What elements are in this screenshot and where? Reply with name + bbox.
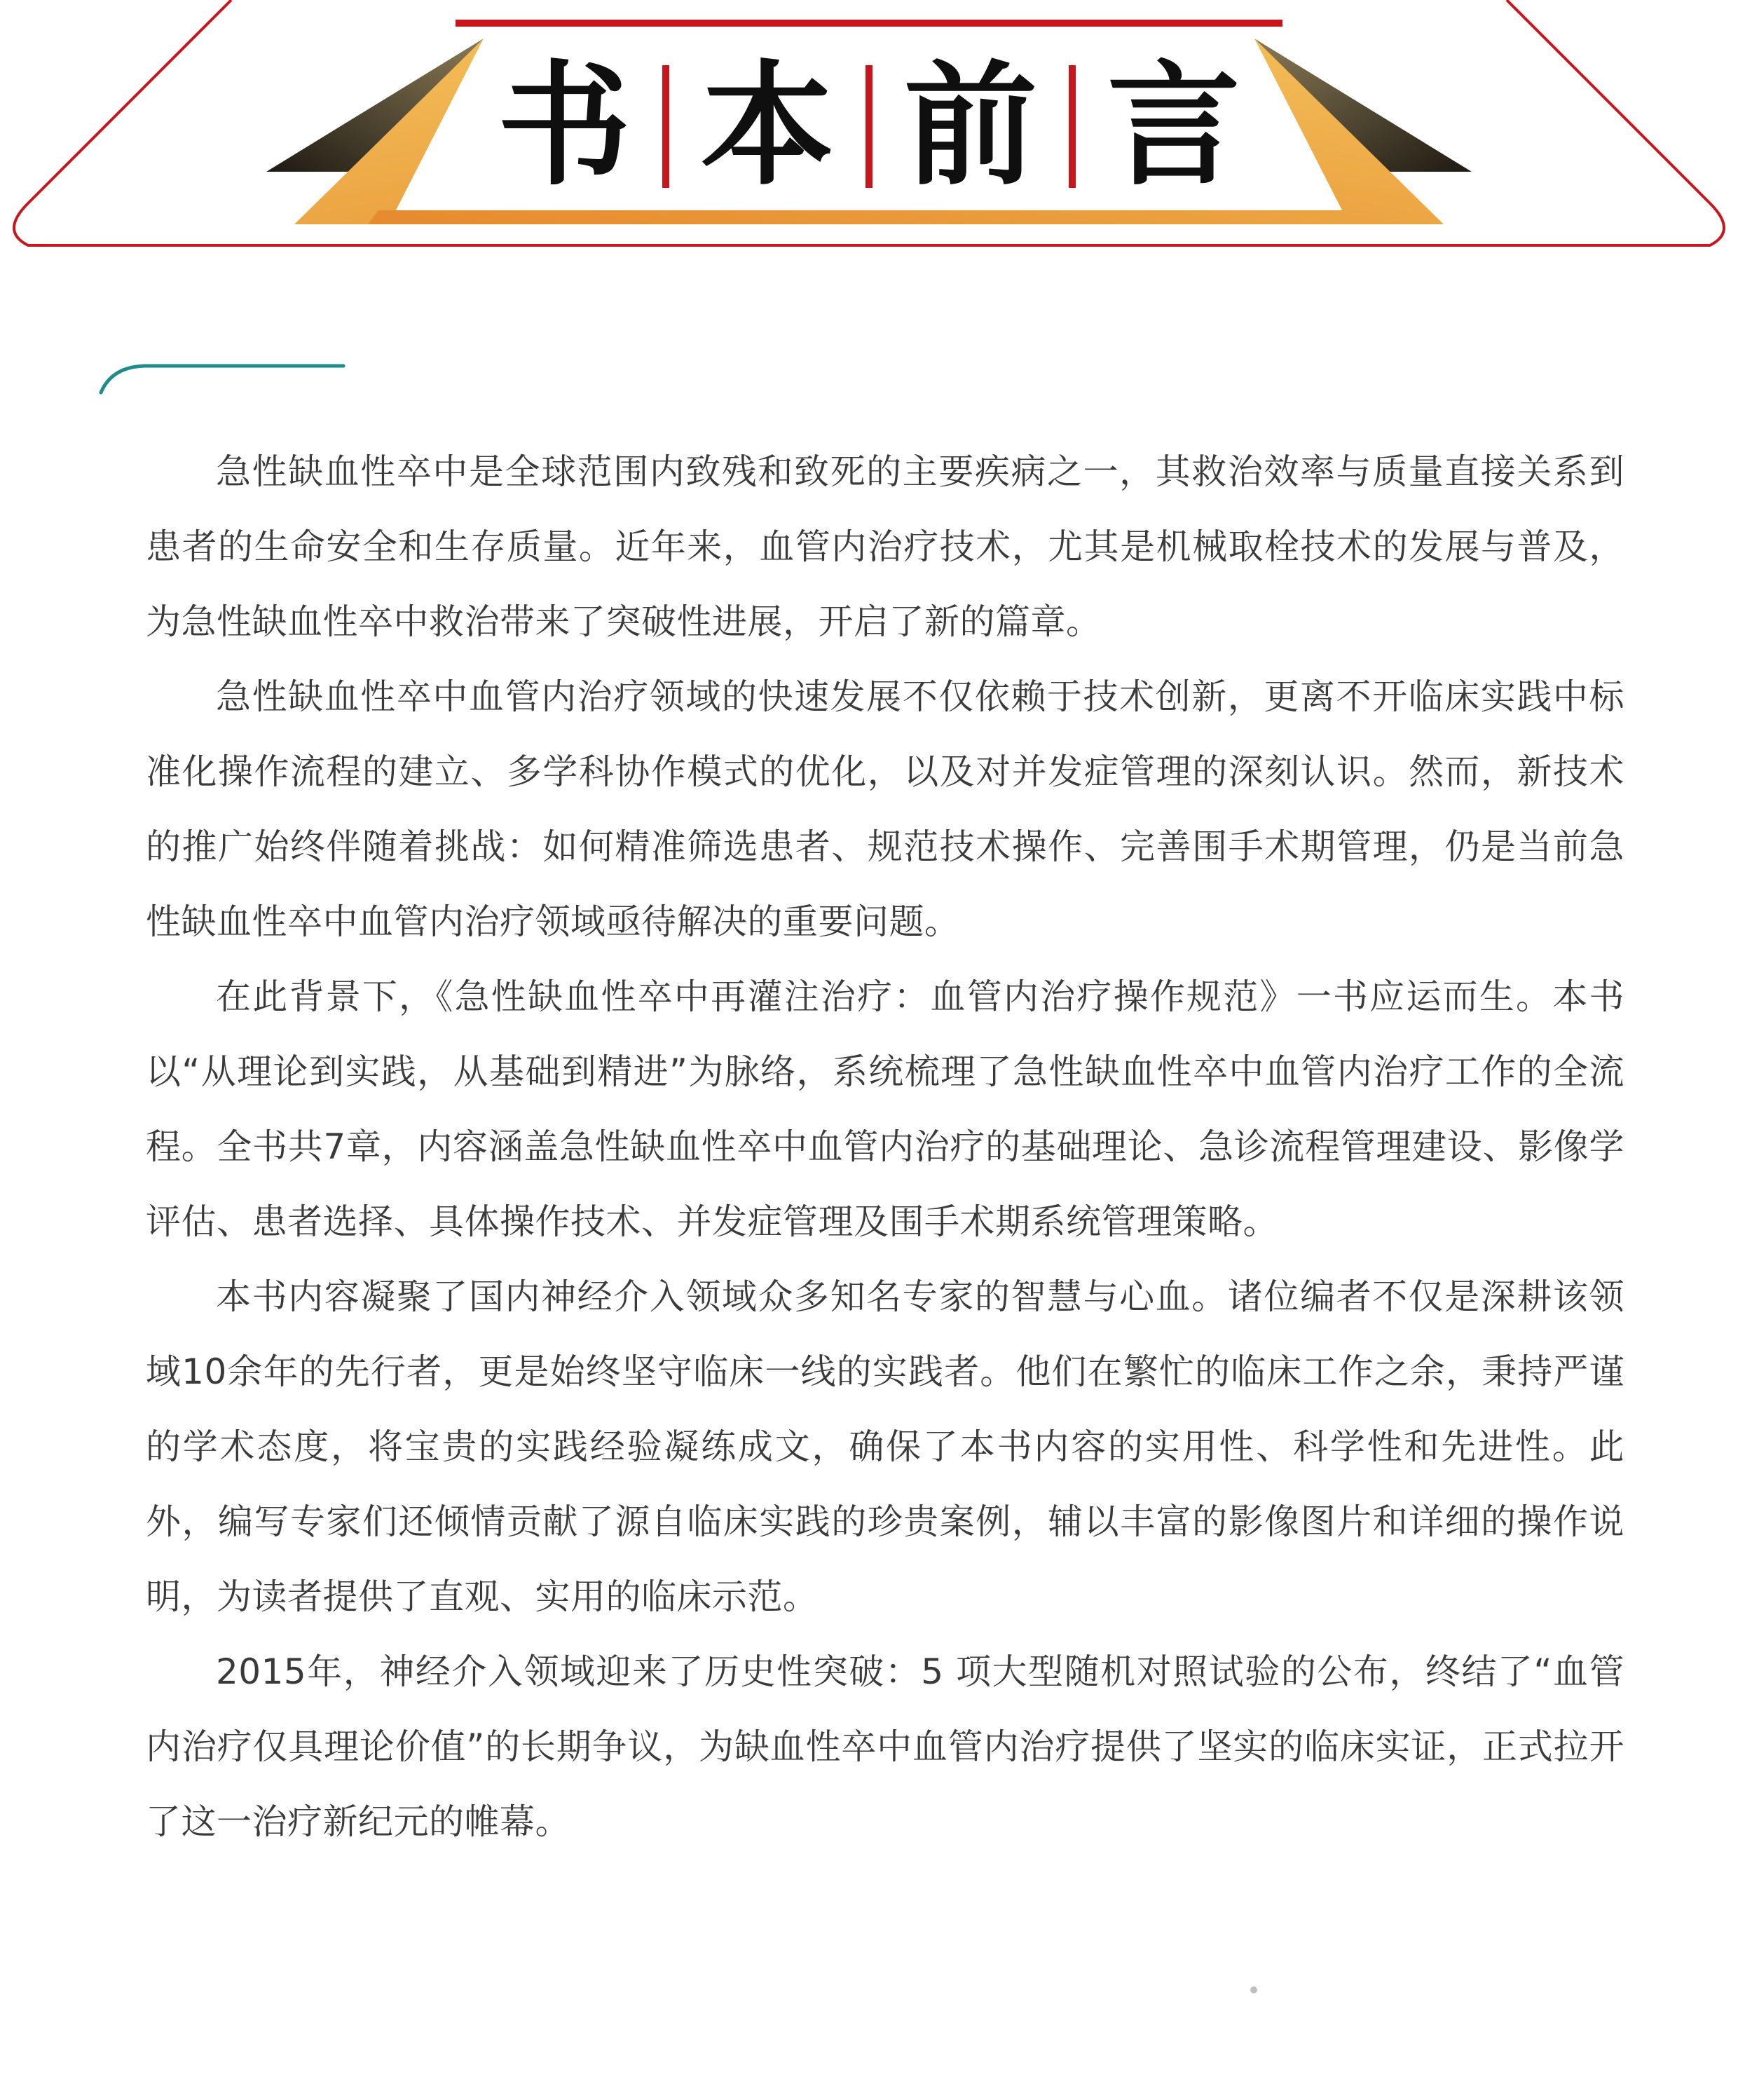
title-separator [865, 65, 873, 188]
page-title [491, 49, 1247, 203]
paragraph: 本书内容凝聚了国内神经介入领域众多知名专家的智慧与心血。诸位编者不仅是深耕该领域10余年的先行者，更是始终坚守临床一线的实践者。他们在繁忙的临床工作之余，秉持严谨的学术态度，将宝贵的实践经验凝练成文，确保了本书内容的实用性、科学性和先进性。此外，编写专家们还倾情贡献了源自临床实践的珍贵案例，辅以丰富的影像图片和详细的操作说明，为读者提供了直观、实用的临床示范。 [146, 1276, 1624, 1617]
title-char-4: 言 [1107, 48, 1240, 203]
paragraph: 在此背景下，《急性缺血性卒中再灌注治疗：血管内治疗操作规范》一书应运而生。本书以“从理论到实践，从基础到精进”为脉络，系统梳理了急性缺血性卒中血管内治疗工作的全流程。全书共7章，内容涵盖急性缺血性卒中血管内治疗的基础理论、急诊流程管理建设、影像学评估、患者选择、具体操作技术、并发症管理及围手术期系统管理策略。 [146, 976, 1624, 1242]
paragraph: 2015年，神经介入领域迎来了历史性突破：5 项大型随机对照试验的公布，终结了“血管内治疗仅具理论价值”的长期争议，为缺血性卒中血管内治疗提供了坚实的临床实证，正式拉开了这一治疗新纪元的帷幕。 [146, 1651, 1624, 1842]
decorative-dot [1250, 1986, 1257, 1993]
accent-line [98, 357, 350, 400]
title-separator [1069, 65, 1076, 188]
title-separator [662, 65, 669, 188]
paragraph: 急性缺血性卒中是全球范围内致残和致死的主要疾病之一，其救治效率与质量直接关系到患者的生命安全和生存质量。近年来，血管内治疗技术，尤其是机械取栓技术的发展与普及，为急性缺血性卒中救治带来了突破性进展，开启了新的篇章。 [146, 451, 1624, 642]
header-banner [0, 0, 1738, 266]
paragraph: 急性缺血性卒中血管内治疗领域的快速发展不仅依赖于技术创新，更离不开临床实践中标准化操作流程的建立、多学科协作模式的优化，以及对并发症管理的深刻认识。然而，新技术的推广始终伴随着挑战：如何精准筛选患者、规范技术操作、完善围手术期管理，仍是当前急性缺血性卒中血管内治疗领域亟待解决的重要问题。 [146, 676, 1624, 942]
title-char-3: 前 [903, 48, 1037, 203]
top-red-bar [456, 20, 1282, 27]
title-char-2: 本 [700, 48, 834, 203]
preface-body [146, 435, 1624, 1860]
title-char-1: 书 [497, 48, 631, 203]
